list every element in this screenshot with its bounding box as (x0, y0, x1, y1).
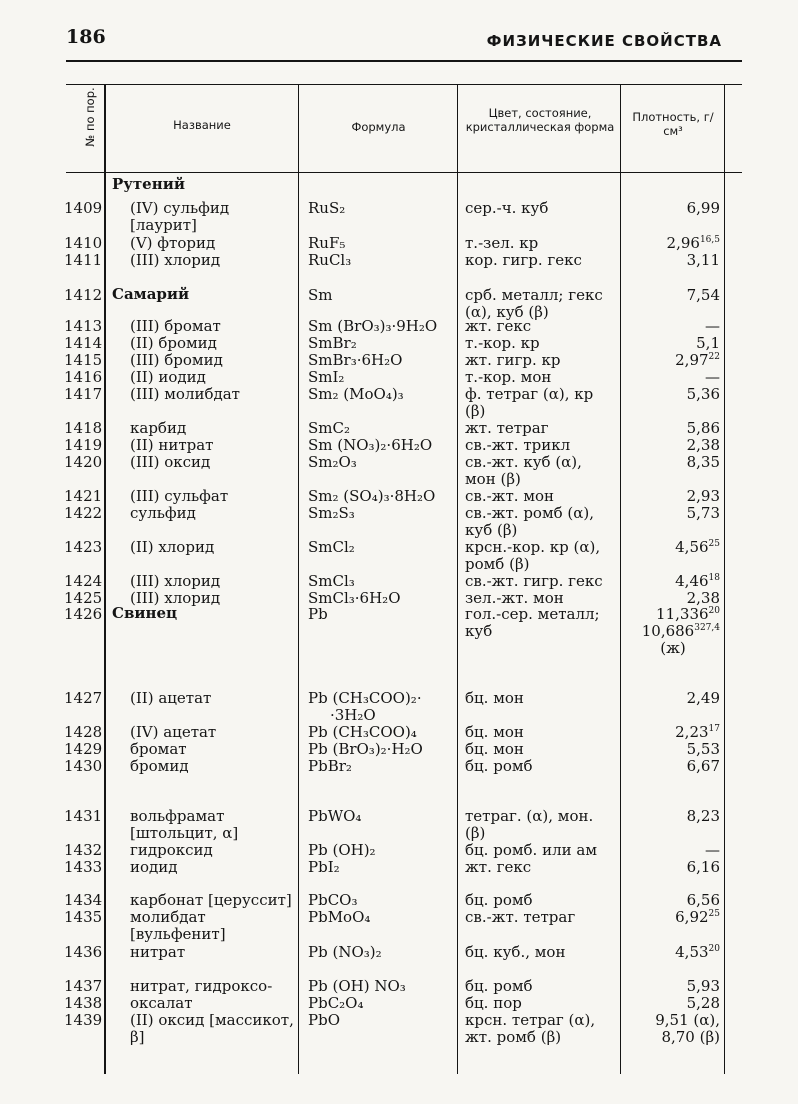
row-description: бц. мон (465, 689, 524, 707)
header-col-density: Плотность, г/см³ (632, 110, 714, 138)
group-lead: Свинец (112, 604, 178, 622)
row-density: — (705, 841, 720, 859)
row-formula: PbCO₃ (308, 891, 358, 909)
row-number: 1417 (64, 385, 103, 403)
row-name: (IV) сульфид [лаурит] (130, 199, 230, 234)
row-number: 1422 (64, 504, 103, 522)
row-number: 1414 (64, 334, 103, 352)
row-description: срб. металл; гекс (α), куб (β) (465, 286, 603, 321)
row-name: нитрат, гидроксо- (130, 977, 273, 995)
row-description: сер.-ч. куб (465, 199, 549, 217)
row-number: 1413 (64, 317, 103, 335)
row-density: 6,92$^{25}$ (675, 908, 720, 926)
row-formula: SmCl₂ (308, 538, 355, 556)
row-description: кор. гигр. гекс (465, 251, 582, 269)
row-density: 2,93 (686, 487, 720, 505)
row-description: зел.-жт. мон (465, 589, 564, 607)
header-col-name: Название (173, 118, 231, 132)
row-density: 6,67 (686, 757, 720, 775)
row-name: сульфид (130, 504, 196, 522)
row-number: 1423 (64, 538, 103, 556)
row-description: тетраг. (α), мон. (β) (465, 807, 594, 842)
row-number: 1419 (64, 436, 103, 454)
row-description: бц. ромб. или ам (465, 841, 597, 859)
density-superscript: 327,4 (694, 623, 720, 633)
row-formula: Sm (NO₃)₂·6H₂O (308, 436, 433, 454)
row-description: бц. мон (465, 740, 524, 758)
row-number: 1421 (64, 487, 103, 505)
row-number: 1438 (64, 994, 103, 1012)
col-divider-4 (620, 84, 621, 1074)
row-density: 2,49 (686, 689, 720, 707)
row-description: св.-жт. ромб (α), куб (β) (465, 504, 595, 539)
row-number: 1425 (64, 589, 103, 607)
row-number: 1426 (64, 605, 103, 623)
row-name: (III) хлорид (130, 589, 221, 607)
row-number: 1435 (64, 908, 103, 926)
row-formula: PbO (308, 1011, 340, 1029)
row-formula: Sm (BrO₃)₃·9H₂O (308, 317, 438, 335)
row-formula: Sm₂ (MoO₄)₃ (308, 385, 404, 403)
row-description: св.-жт. мон (465, 487, 555, 505)
row-formula: Pb (BrO₃)₂·H₂O (308, 740, 423, 758)
row-name: (II) хлорид (130, 538, 215, 556)
row-description: бц. ромб (465, 891, 533, 909)
row-density: 8,35 (686, 453, 720, 471)
table-header-rule (66, 172, 742, 173)
density-superscript: 18 (708, 573, 720, 583)
row-description: т.-кор. кр (465, 334, 540, 352)
row-density: — (705, 317, 720, 335)
row-density: 5,53 (686, 740, 720, 758)
row-formula: Sm₂ (SO₄)₃·8H₂O (308, 487, 436, 505)
row-description: бц. мон (465, 723, 524, 741)
row-density: 5,1 (696, 334, 720, 352)
row-density: 4,46$^{18}$ (675, 572, 720, 590)
row-description: крсн.-кор. кр (α), ромб (β) (465, 538, 601, 573)
row-name: (V) фторид (130, 234, 216, 252)
row-formula: Pb (OH) NO₃ (308, 977, 406, 995)
row-description: гол.-сер. металл; куб (465, 605, 600, 640)
page-number: 186 (66, 26, 106, 48)
row-number: 1433 (64, 858, 103, 876)
row-name: бромат (130, 740, 187, 758)
row-name: (III) бромат (130, 317, 221, 335)
row-description: ф. тетраг (α), кр (β) (465, 385, 594, 420)
row-formula: Sm₂O₃ (308, 453, 357, 471)
row-density: 5,93 (686, 977, 720, 995)
row-formula: RuF₅ (308, 234, 346, 252)
col-divider-2 (298, 84, 299, 1074)
row-name: (III) молибдат (130, 385, 240, 403)
header-col-desc: Цвет, состояние, кристаллическая форма (465, 106, 615, 134)
row-name: (II) ацетат (130, 689, 212, 707)
density-superscript: 17 (708, 724, 720, 734)
row-density: 2,23$^{17}$ (675, 723, 720, 741)
row-description: св.-жт. трикл (465, 436, 571, 454)
row-description: крсн. тетраг (α), жт. ромб (β) (465, 1011, 596, 1046)
row-name: (II) оксид [массикот, β] (130, 1011, 294, 1046)
row-name: (III) хлорид (130, 251, 221, 269)
row-description: жт. гигр. кр (465, 351, 561, 369)
row-density: — (705, 368, 720, 386)
row-name: (III) оксид (130, 453, 211, 471)
row-number: 1411 (64, 251, 103, 269)
group-ruthenium: Рутений (112, 175, 185, 193)
density-superscript: 16,5 (699, 235, 720, 245)
row-number: 1415 (64, 351, 103, 369)
row-density: 2,38 (686, 436, 720, 454)
row-density-2: 10,686$^{327,4}$ (641, 622, 720, 640)
row-density: 2,97$^{22}$ (675, 351, 720, 369)
row-formula: PbI₂ (308, 858, 340, 876)
row-description: бц. пор (465, 994, 522, 1012)
row-number: 1412 (64, 286, 103, 304)
row-description: бц. ромб (465, 977, 533, 995)
col-divider-5 (724, 84, 725, 1074)
row-density: 7,54 (686, 286, 720, 304)
row-name: (III) хлорид (130, 572, 221, 590)
row-density: 8,23 (686, 807, 720, 825)
row-number: 1416 (64, 368, 103, 386)
row-description: т.-зел. кр (465, 234, 539, 252)
row-formula: SmCl₃ (308, 572, 355, 590)
row-density: 4,56$^{25}$ (675, 538, 720, 556)
row-name: (III) бромид (130, 351, 223, 369)
density-superscript: 25 (708, 909, 720, 919)
row-description: св.-жт. гигр. гекс (465, 572, 603, 590)
row-name: карбид (130, 419, 187, 437)
row-number: 1409 (64, 199, 103, 217)
row-density: 5,36 (686, 385, 720, 403)
row-number: 1418 (64, 419, 103, 437)
row-formula: SmC₂ (308, 419, 350, 437)
row-name: (IV) ацетат (130, 723, 217, 741)
row-number: 1427 (64, 689, 103, 707)
row-density: 6,56 (686, 891, 720, 909)
row-density: 4,53$^{20}$ (675, 943, 720, 961)
row-density: 6,16 (686, 858, 720, 876)
head-rule (66, 60, 742, 62)
row-number: 1437 (64, 977, 103, 995)
density-superscript: 20 (708, 606, 720, 616)
row-description: т.-кор. мон (465, 368, 552, 386)
row-number: 1436 (64, 943, 103, 961)
row-formula: RuCl₃ (308, 251, 352, 269)
density-superscript: 22 (708, 352, 720, 362)
row-formula: SmBr₂ (308, 334, 357, 352)
row-density: 6,99 (686, 199, 720, 217)
row-description: св.-жт. тетраг (465, 908, 576, 926)
density-superscript: 25 (708, 539, 720, 549)
row-name: (II) нитрат (130, 436, 214, 454)
table-top-rule (66, 84, 742, 85)
row-description: жт. гекс (465, 858, 532, 876)
row-name: бромид (130, 757, 189, 775)
row-formula: Pb (308, 605, 328, 623)
row-name: гидроксид (130, 841, 213, 859)
row-number: 1431 (64, 807, 103, 825)
row-density-2: 8,70 (β) (661, 1028, 720, 1046)
row-formula: PbMoO₄ (308, 908, 371, 926)
header-col-no: № по пор. (83, 87, 97, 147)
row-description: жт. гекс (465, 317, 532, 335)
row-density: 5,28 (686, 994, 720, 1012)
row-number: 1410 (64, 234, 103, 252)
row-number: 1432 (64, 841, 103, 859)
row-number: 1428 (64, 723, 103, 741)
row-formula: SmCl₃·6H₂O (308, 589, 401, 607)
row-formula: Pb (OH)₂ (308, 841, 376, 859)
row-number: 1430 (64, 757, 103, 775)
row-formula: Pb (NO₃)₂ (308, 943, 382, 961)
row-formula-cont: ·3H₂O (330, 706, 376, 724)
row-description: бц. куб., мон (465, 943, 566, 961)
row-name: иодид (130, 858, 178, 876)
row-name: карбонат [церуссит] (130, 891, 292, 909)
row-name: нитрат (130, 943, 186, 961)
row-formula: Pb (CH₃COO)₂· (308, 689, 422, 707)
row-description: жт. тетраг (465, 419, 549, 437)
row-description: св.-жт. куб (α), мон (β) (465, 453, 582, 488)
row-formula: SmI₂ (308, 368, 345, 386)
col-divider-1 (104, 84, 106, 1074)
row-formula: PbC₂O₄ (308, 994, 364, 1012)
row-number: 1420 (64, 453, 103, 471)
row-density: 2,38 (686, 589, 720, 607)
group-samarium: Самарий (112, 285, 190, 303)
row-name: (III) сульфат (130, 487, 229, 505)
header-col-formula: Формула (351, 120, 406, 134)
row-number: 1424 (64, 572, 103, 590)
row-number: 1429 (64, 740, 103, 758)
row-name: вольфрамат [штольцит, α] (130, 807, 239, 842)
row-density: 3,11 (686, 251, 720, 269)
row-formula: Sm₂S₃ (308, 504, 355, 522)
row-number: 1439 (64, 1011, 103, 1029)
row-description: бц. ромб (465, 757, 533, 775)
density-superscript: 20 (708, 944, 720, 954)
row-formula: SmBr₃·6H₂O (308, 351, 403, 369)
row-formula: PbWO₄ (308, 807, 362, 825)
row-density: 11,336$^{20}$ (656, 605, 720, 623)
row-formula: Sm (308, 286, 333, 304)
row-number: 1434 (64, 891, 103, 909)
row-formula: Pb (CH₃COO)₄ (308, 723, 417, 741)
row-formula: PbBr₂ (308, 757, 352, 775)
row-name: оксалат (130, 994, 193, 1012)
row-name: (II) иодид (130, 368, 206, 386)
row-name: молибдат [вульфенит] (130, 908, 226, 943)
running-head: ФИЗИЧЕСКИЕ СВОЙСТВА (486, 32, 722, 50)
row-name: (II) бромид (130, 334, 217, 352)
row-density: 5,73 (686, 504, 720, 522)
row-density: 5,86 (686, 419, 720, 437)
row-density: 9,51 (α), (655, 1011, 720, 1029)
row-density-3: (ж) (660, 639, 686, 657)
row-formula: RuS₂ (308, 199, 346, 217)
row-density: 2,96$^{16,5}$ (666, 234, 720, 252)
